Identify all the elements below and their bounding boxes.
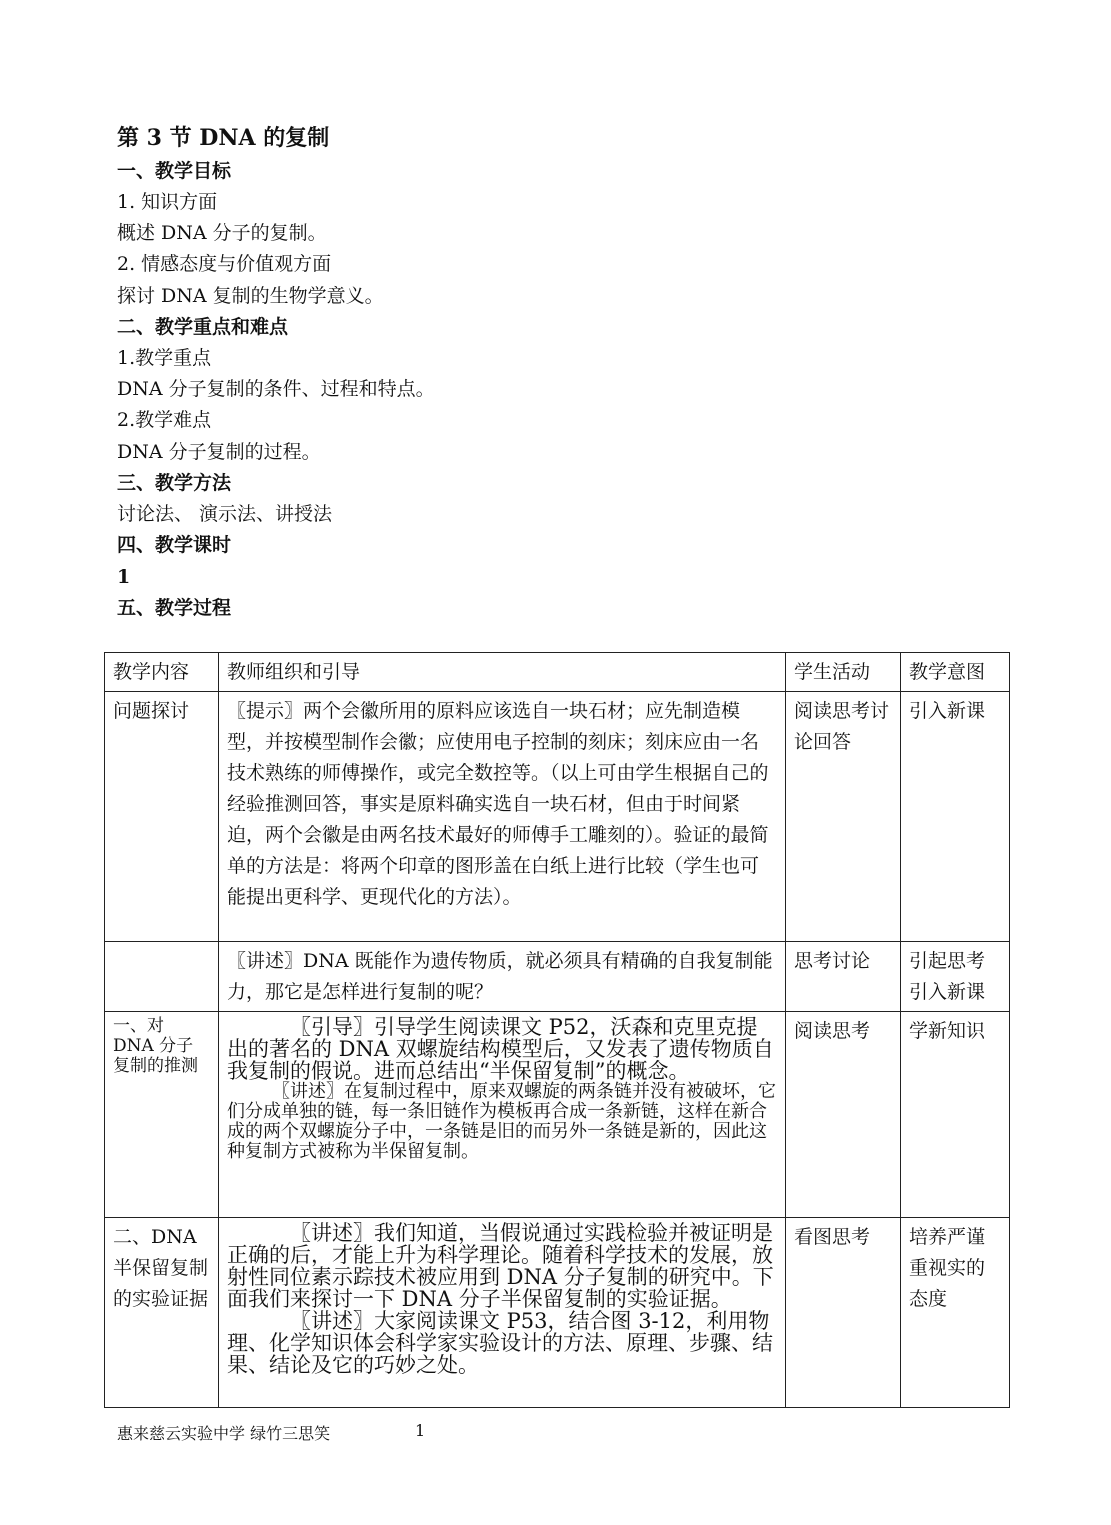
content-cell: 一、对 DNA 分子复制的推测	[105, 1012, 219, 1218]
section-heading: 二、教学重点和难点	[117, 316, 289, 338]
guide-paragraph: 〖讲述〗大家阅读课文 P53，结合图 3-12，利用物理、化学知识体会科学家实验设计的方法、原理、步骤、结果、结论及它的巧妙之处。	[227, 1309, 773, 1377]
section-heading: 一、教学目标	[117, 160, 232, 182]
content-cell: 问题探讨	[105, 692, 219, 942]
guide-cell: 〖讲述〗DNA 既能作为遗传物质，就必须具有精确的自我复制能力，那它是怎样进行复制的呢？	[219, 942, 786, 1012]
guide-paragraph: 〖引导〗引导学生阅读课文 P52，沃森和克里克提出的著名的 DNA 双螺旋结构模型后，又发表了遗传物质自我复制的假说。进而总结出“半保留复制”的概念。	[227, 1015, 774, 1083]
activity-cell: 看图思考	[786, 1218, 901, 1408]
guide-cell	[219, 1012, 786, 1218]
activity-cell: 阅读思考	[786, 1012, 901, 1218]
table-row	[105, 1012, 1010, 1218]
table-row	[105, 942, 1010, 1012]
text-line: 1. 知识方面	[117, 191, 218, 213]
page-number: 1	[415, 1421, 426, 1440]
header-cell: 教师组织和引导	[219, 653, 786, 692]
guide-cell: 〖提示〗两个会徽所用的原料应该选自一块石材；应先制造模型，并按模型制作会徽；应使用电子控制的刻床；刻床应由一名技术熟练的师傅操作，或完全数控等。（以上可由学生根据自己的经验推测回答，事实是原料确实选自一块石材，但由于时间紧迫，两个会徽是由两名技术最好的师傅手工雕刻的）。验证的最简单的方法是：将两个印章的图形盖在白纸上进行比较（学生也可能提出更科学、更现代化的方法）。	[219, 692, 786, 942]
section-heading: 五、教学过程	[117, 597, 232, 619]
text-line: 1	[117, 566, 131, 588]
guide-cell	[219, 1218, 786, 1408]
intent-cell: 学新知识	[901, 1012, 1010, 1218]
footer-school: 惠来慈云实验中学 绿竹三思笑	[117, 1424, 331, 1443]
table-header-row	[105, 653, 1010, 692]
text-line: 1.教学重点	[117, 347, 212, 369]
activity-cell: 阅读思考讨论回答	[786, 692, 901, 942]
header-cell: 教学内容	[105, 653, 219, 692]
table-row	[105, 1218, 1010, 1408]
section-heading: 四、教学课时	[117, 534, 232, 556]
guide-paragraph: 〖讲述〗我们知道，当假说通过实践检验并被证明是正确的后，才能上升为科学理论。随着科学技术的发展，放射性同位素示踪技术被应用到 DNA 分子复制的研究中。下面我们来探讨一下 DNA 分子半保留复制的实验证据。	[227, 1221, 774, 1311]
intent-cell: 引入新课	[901, 692, 1010, 942]
guide-paragraph: 〖讲述〗在复制过程中，原来双螺旋的两条链并没有被破坏，它们分成单独的链，每一条旧链作为模板再合成一条新链，这样在新合成的两个双螺旋分子中，一条链是旧的而另外一条链是新的，因此这种复制方式被称为半保留复制。	[227, 1081, 776, 1162]
content-cell	[105, 942, 219, 1012]
teaching-process-table	[104, 652, 1010, 1408]
intent-cell: 引起思考引入新课	[901, 942, 1010, 1012]
text-line: DNA 分子复制的过程。	[117, 441, 321, 463]
content-cell: 二、DNA 半保留复制的实验证据	[105, 1218, 219, 1408]
table-row	[105, 692, 1010, 942]
text-line: 概述 DNA 分子的复制。	[117, 222, 327, 244]
text-line: 2.教学难点	[117, 409, 212, 431]
text-line: 探讨 DNA 复制的生物学意义。	[117, 285, 384, 307]
activity-cell: 思考讨论	[786, 942, 901, 1012]
page-title: 第 3 节 DNA 的复制	[117, 125, 330, 151]
section-heading: 三、教学方法	[117, 472, 232, 494]
intent-cell: 培养严谨重视实的态度	[901, 1218, 1010, 1408]
text-line: 2. 情感态度与价值观方面	[117, 253, 332, 275]
text-line: DNA 分子复制的条件、过程和特点。	[117, 378, 435, 400]
header-cell: 学生活动	[786, 653, 901, 692]
text-line: 讨论法、 演示法、讲授法	[117, 503, 333, 525]
header-cell: 教学意图	[901, 653, 1010, 692]
